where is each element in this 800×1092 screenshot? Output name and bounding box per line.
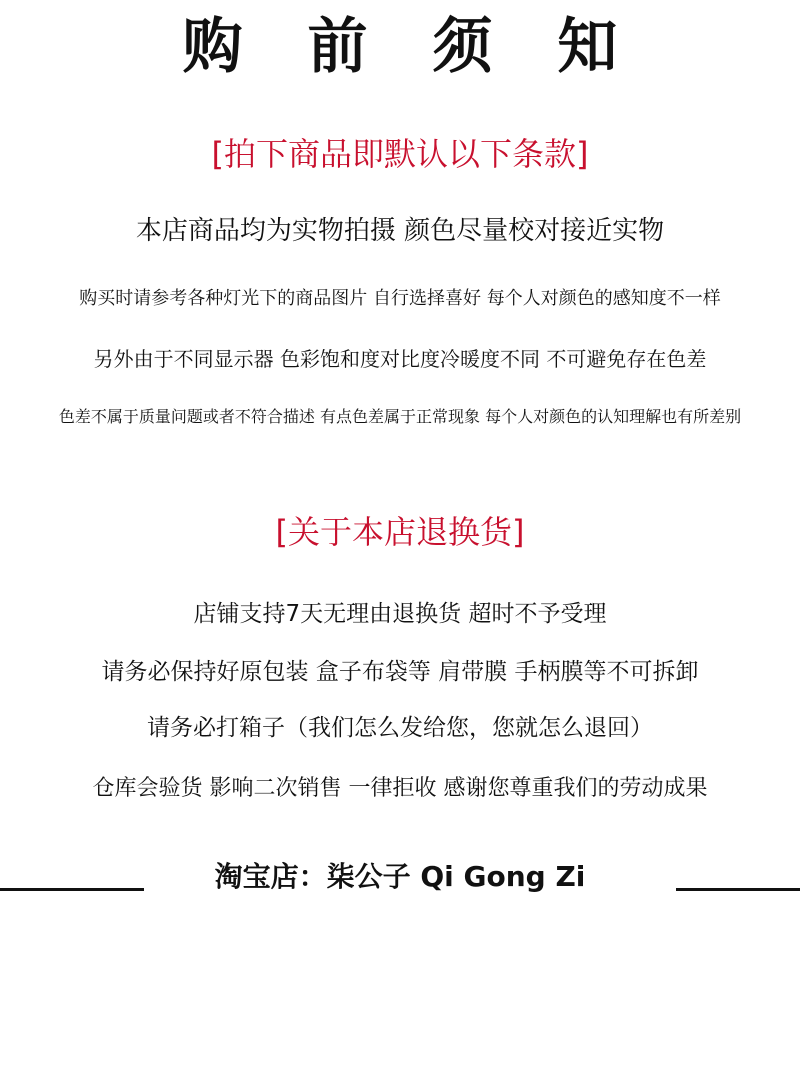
page-title: 购 前 须 知 — [182, 12, 640, 82]
terms-line-3: 另外由于不同显示器 色彩饱和度对比度冷暖度不同 不可避免存在色差 — [93, 347, 707, 371]
terms-line-1: 本店商品均为实物拍摄 颜色尽量校对接近实物 — [135, 216, 665, 246]
footer-divider-right — [676, 888, 800, 891]
returns-line-2: 请务必保持好原包装 盒子布袋等 肩带膜 手柄膜等不可拆卸 — [101, 659, 699, 685]
shop-name: 淘宝店：柒公子 Qi Gong Zi — [214, 860, 586, 893]
returns-line-1: 店铺支持7天无理由退换货 超时不予受理 — [193, 601, 607, 627]
terms-line-4: 色差不属于质量问题或者不符合描述 有点色差属于正常现象 每个人对颜色的认知理解也有所差别 — [58, 407, 742, 426]
returns-line-3: 请务必打箱子（我们怎么发给您，您就怎么退回） — [147, 715, 653, 741]
returns-line-4: 仓库会验货 影响二次销售 一律拒收 感谢您尊重我们的劳动成果 — [92, 776, 708, 801]
returns-heading: [关于本店退换货] — [275, 513, 525, 551]
terms-heading: [拍下商品即默认以下条款] — [211, 135, 589, 173]
terms-line-2: 购买时请参考各种灯光下的商品图片 自行选择喜好 每个人对颜色的感知度不一样 — [79, 288, 721, 309]
